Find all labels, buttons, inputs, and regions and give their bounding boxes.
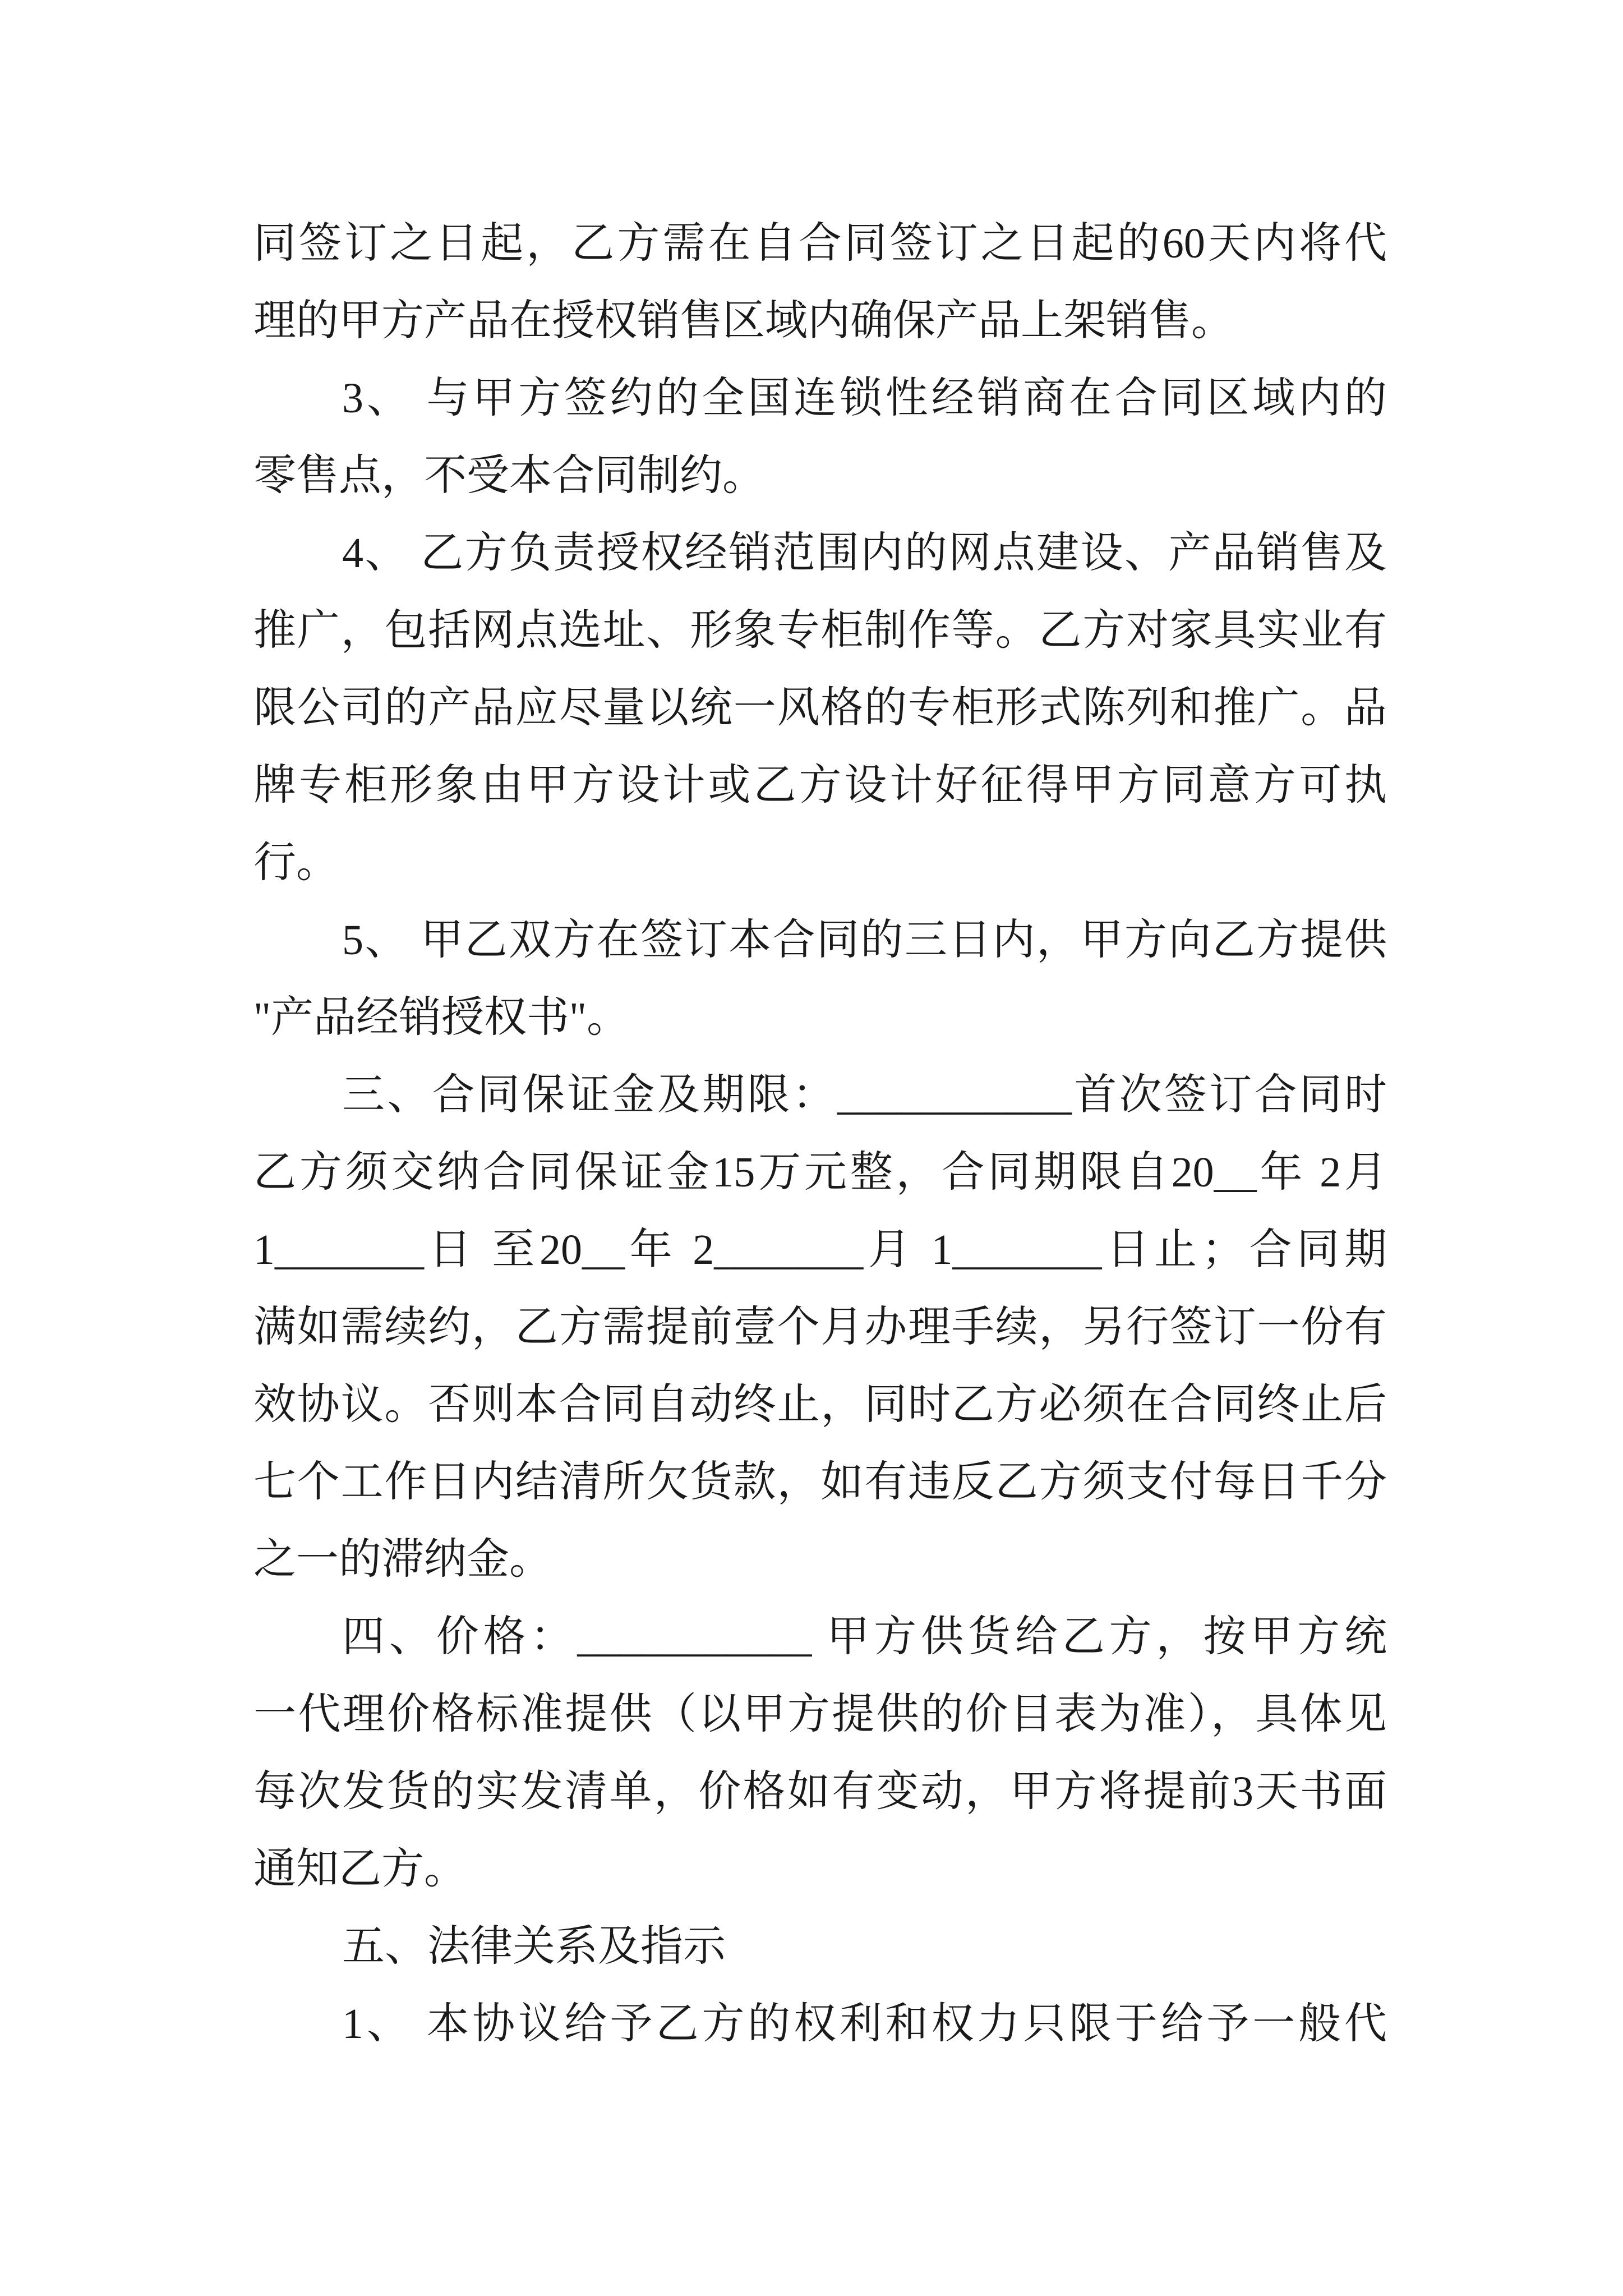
text-line: 七个工作日内结清所欠货款，如有违反乙方须支付每日千分 (253, 1458, 1387, 1506)
paragraph-section-5-clause-1 (253, 1985, 1387, 2063)
text-line: 之一的滞纳金。 (253, 1536, 552, 1583)
paragraph-clause-3 (253, 360, 1387, 514)
text-line: 理的甲方产品在授权销售区域内确保产品上架销售。 (253, 297, 1234, 344)
text-line: 1、 本协议给予乙方的权利和权力只限于给予一般代 (342, 2000, 1387, 2047)
text-line: 牌专柜形象由甲方设计或乙方设计好征得甲方同意方可执 (253, 762, 1387, 809)
text-line: 效协议。否则本合同自动终止，同时乙方必须在合同终止后 (253, 1381, 1387, 1428)
paragraph-section-3-deposit-term (253, 1056, 1387, 1598)
text-line: 3、 与甲方签约的全国连锁性经销商在合同区域内的 (342, 375, 1387, 422)
paragraph-clause-5 (253, 901, 1387, 1056)
text-line: 乙方须交纳合同保证金15万元整，合同期限自20__年 2月 (253, 1149, 1387, 1196)
contract-body-text (253, 205, 1387, 2063)
section-heading-line: 五、法律关系及指示 (342, 1923, 726, 1970)
text-line: 满如需续约，乙方需提前壹个月办理手续，另行签订一份有 (253, 1304, 1387, 1351)
section-heading-line: 三、合同保证金及期限：___________首次签订合同时 (342, 1071, 1387, 1119)
paragraph-continuation (253, 205, 1387, 360)
paragraph-section-5-heading (253, 1908, 1387, 1985)
text-line: 5、 甲乙双方在签订本合同的三日内，甲方向乙方提供 (342, 917, 1387, 964)
text-line: 4、 乙方负责授权经销范围内的网点建设、产品销售及 (342, 530, 1387, 577)
paragraph-clause-4 (253, 514, 1387, 901)
text-line: 通知乙方。 (253, 1846, 467, 1893)
text-line: 推广，包括网点选址、形象专柜制作等。乙方对家具实业有 (253, 607, 1387, 654)
text-line: "产品经销授权书"。 (253, 994, 630, 1041)
text-line: 每次发货的实发清单，价格如有变动，甲方将提前3天书面 (253, 1768, 1387, 1815)
text-line: 1_______日 至20__年 2_______月 1_______日止；合同期 (253, 1226, 1387, 1273)
text-line: 行。 (253, 839, 339, 886)
paragraph-section-4-price (253, 1598, 1387, 1908)
text-line: 零售点，不受本合同制约。 (253, 452, 765, 499)
text-line: 限公司的产品应尽量以统一风格的专柜形式陈列和推广。品 (253, 684, 1387, 731)
section-heading-line: 四、价格：___________ 甲方供货给乙方，按甲方统 (342, 1613, 1387, 1660)
text-line: 一代理价格标准提供（以甲方提供的价目表为准），具体见 (253, 1691, 1387, 1738)
text-line: 同签订之日起，乙方需在自合同签订之日起的60天内将代 (253, 220, 1387, 267)
